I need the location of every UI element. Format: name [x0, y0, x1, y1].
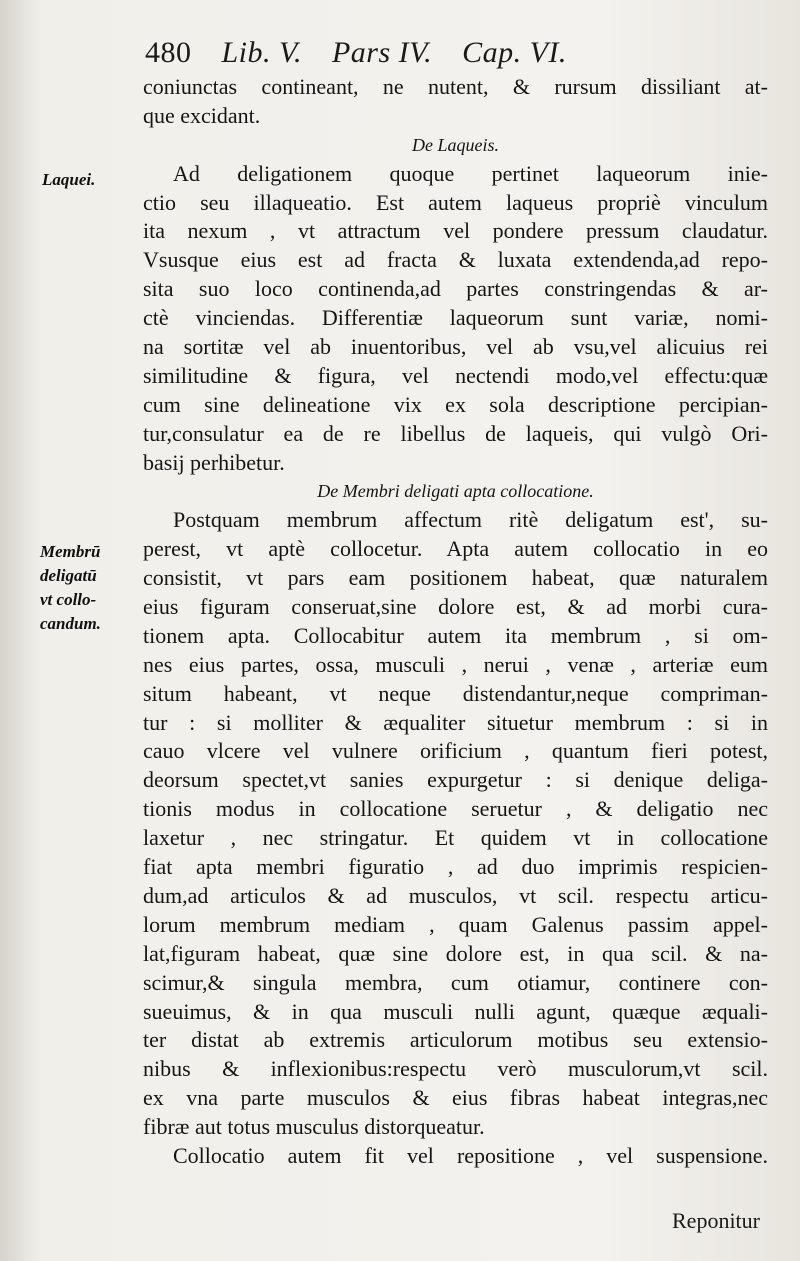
text-line: Vsusque eius est ad fracta & luxata extendenda,ad repo-: [143, 247, 768, 273]
text-line: nes eius partes, ossa, musculi , nerui , venæ , arteriæ eum: [143, 651, 768, 677]
text-line: cum sine delineatione vix ex sola descriptione percipian-: [143, 391, 768, 417]
part-label: Pars IV.: [331, 36, 433, 69]
section-heading: De Laqueis.: [412, 134, 499, 155]
text-line: deorsum spectet,vt sanies expurgetur : si denique deliga-: [143, 767, 768, 793]
text-line: eius figuram conseruat,sine dolore est, & ad morbi cura-: [143, 594, 768, 620]
book-label: Lib. V.: [221, 36, 302, 69]
text-line: ctio seu illaqueatio. Est autem laqueus propriè vinculum: [143, 189, 768, 215]
margin-note-line: deligatū: [40, 566, 97, 585]
margin-note-laquei: Laquei.: [42, 170, 96, 189]
text-line: lat,figuram habeat, quæ sine dolore est, in qua scil. & na-: [143, 940, 768, 966]
text-line: similitudine & figura, vel nectendi modo,vel effectu:quæ: [143, 362, 768, 388]
text-line: Ad deligationem quoque pertinet laqueorum inie-: [173, 160, 768, 186]
text-line: cauo vlcere vel vulnere orificium , quantum fieri potest,: [143, 738, 768, 764]
text-line: tur : si molliter & æqualiter situetur membrum : si in: [143, 709, 768, 735]
body-text: [143, 73, 768, 1171]
text-line: fibræ aut totus musculus distorqueatur.: [143, 1114, 485, 1140]
margin-note-line: Membrū: [40, 542, 101, 561]
text-line: sueuimus, & in qua musculi nulli agunt, quæque æquali-: [143, 998, 768, 1024]
chapter-label: Cap. VI.: [462, 36, 567, 69]
text-line: tionem apta. Collocabitur autem ita membrum , si om-: [143, 622, 768, 648]
text-line: perest, vt aptè collocetur. Apta autem collocatio in eo: [143, 536, 768, 562]
running-header: [145, 36, 785, 70]
text-line: ter distat ab extremis articulorum motibus seu extensio-: [143, 1027, 768, 1053]
text-line: Postquam membrum affectum ritè deligatum est', su-: [173, 507, 768, 533]
text-line: ex vna parte musculos & eius fibras habeat integras,nec: [143, 1085, 768, 1111]
text-line: fiat apta membri figuratio , ad duo imprimis respicien-: [143, 854, 768, 880]
page-number: 480: [145, 36, 192, 69]
margin-note-line: vt collo-: [40, 590, 97, 609]
text-line: coniunctas contineant, ne nutent, & rursum dissiliant at-: [143, 74, 768, 99]
text-line: tionis modus in collocatione seruetur , & deligatio nec: [143, 796, 768, 822]
text-line: laxetur , nec stringatur. Et quidem vt in collocatione: [143, 825, 768, 851]
text-line: dum,ad articulos & ad musculos, vt scil. respectu articu-: [143, 882, 768, 908]
text-line: ctè vinciendas. Differentiæ laqueorum sunt variæ, nomi-: [143, 305, 768, 331]
text-line: nibus & inflexionibus:respectu verò musculorum,vt scil.: [143, 1056, 768, 1082]
text-line: que excidant.: [143, 102, 261, 128]
text-line: consistit, vt pars eam positionem habeat, quæ naturalem: [143, 565, 768, 591]
text-line: Collocatio autem fit vel repositione , vel suspensione.: [173, 1142, 768, 1168]
section-heading: De Membri deligati apta collocatione.: [317, 481, 594, 502]
text-line: lorum membrum mediam , quam Galenus passim appel-: [143, 911, 768, 937]
catchword: Reponitur: [672, 1208, 760, 1233]
text-line: situm habeant, vt neque distendantur,neque compriman-: [143, 680, 768, 706]
text-line: basij perhibetur.: [143, 449, 285, 475]
text-line: tur,consulatur ea de re libellus de laqueis, qui vulgò Ori-: [143, 420, 768, 446]
text-line: ita nexum , vt attractum vel pondere pressum claudatur.: [143, 218, 768, 244]
text-line: na sortitæ vel ab inuentoribus, vel ab vsu,vel alicuius rei: [143, 334, 768, 360]
text-line: sita suo loco continenda,ad partes constringendas & ar-: [143, 276, 768, 302]
text-line: scimur,& singula membra, cum otiamur, continere con-: [143, 969, 768, 995]
margin-note-membri: [40, 540, 101, 636]
margin-note-line: candum.: [40, 614, 101, 633]
